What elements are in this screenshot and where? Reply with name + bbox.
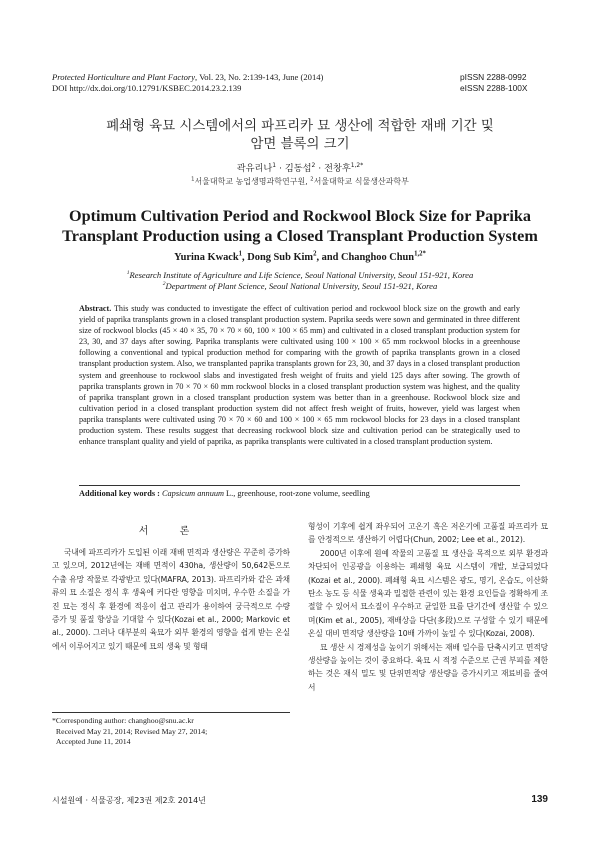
keywords-species: Capsicum annuum <box>161 489 224 498</box>
korean-author: 곽유리나 <box>236 163 273 174</box>
korean-affil: 서울대학교 농업생명과학연구원, <box>194 177 311 186</box>
affil-mark: 2 <box>311 161 316 169</box>
english-affil-1: Research Institute of Agriculture and Life Science, Seoul National University, Seoul 151-921, Korea <box>129 270 474 280</box>
affil-mark: 1 <box>238 250 243 258</box>
english-title <box>40 206 560 246</box>
footnote <box>52 716 290 748</box>
author-separator: , and <box>316 252 342 263</box>
citation-block <box>52 72 412 94</box>
paragraph: 2000년 이후에 원예 작물의 고품질 묘 생산을 목적으로 외부 환경과 차단되어 인공광을 이용하는 폐쇄형 육묘 시스템이 개발, 보급되었다(Kozai et al., 2000). 폐쇄형 육묘 시스템은 광도, 명기, 온습도, 이산화탄소 농도 등 식물 생육과 밀접한 관련이 있는 환경 요인들을 정확하게 조절할 수 있어서 묘소질이 우수하고 균일한 묘를 단기간에 생산할 수 있으며(Kim et al., 2005), 재배상을 다단(多段)으로 구성할 수 있기 때문에 온실 대비 면적당 생산량을 10배 가까이 높일 수 있다(Kozai, 2008). <box>308 548 548 639</box>
footer-journal: 시설원예 · 식물공장, 제23권 제2호 2014년 <box>52 796 206 805</box>
section-title: 서 론 <box>138 526 204 537</box>
affil-mark: 1 <box>126 270 130 277</box>
korean-authors <box>60 160 540 174</box>
korean-title-line1: 폐쇄형 육묘 시스템에서의 파프리카 묘 생산에 적합한 재배 기간 및 <box>106 119 494 134</box>
affil-mark: 2 <box>310 176 314 183</box>
english-author: Changhoo Chun <box>341 252 415 263</box>
paragraph: 형성이 기후에 쉽게 좌우되어 고온기 혹은 저온기에 고품질 파프리카 묘를 안정적으로 생산하기 어렵다(Chun, 2002; Lee et al., 2012). <box>308 522 548 545</box>
english-affiliations <box>60 270 540 292</box>
page-number: 139 <box>531 794 548 805</box>
journal-name: Protected Horticulture and Plant Factory <box>52 72 196 82</box>
english-authors <box>60 252 540 263</box>
citation: , Vol. 23, No. 2:139-143, June (2014) <box>195 72 324 82</box>
korean-author: 김동섭 <box>284 163 312 174</box>
body-column-left <box>52 546 290 653</box>
english-affil-2: Department of Plant Science, Seoul National University, Seoul 151-921, Korea <box>165 281 438 291</box>
issn-block <box>460 72 548 94</box>
affil-mark: 1 <box>191 176 195 183</box>
english-author: Yurina Kwack <box>174 252 239 263</box>
divider <box>79 485 520 486</box>
affil-mark: 1 <box>272 161 277 169</box>
keywords-rest: L., greenhouse, root-zone volume, seedling <box>223 489 370 498</box>
received-date: Received May 21, 2014; Revised May 27, 2014; <box>55 726 208 736</box>
page-footer <box>52 795 548 806</box>
doi[interactable]: DOI http://dx.doi.org/10.12791/KSBEC.2014.23.2.139 <box>52 83 242 93</box>
accepted-date: Accepted June 11, 2014 <box>55 737 131 747</box>
pissn: pISSN 2288-0992 <box>460 72 527 82</box>
english-title-line1: Optimum Cultivation Period and Rockwool Block Size for Paprika <box>69 207 531 225</box>
affil-mark: 2 <box>162 281 166 288</box>
english-author: Dong Sub Kim <box>247 252 314 263</box>
abstract-text: This study was conducted to investigate the effect of cultivation period and rockwool block size on the growth and early yield of paprika transplants grown in a closed transplant production system. Paprika seeds were sown and germinated in three different size of rockwool blocks (45 × 40 × 35, 70 × 70 × 60, 100 × 100 × 65 mm) and cultivated in a closed transplant production system for 23, 30, and 37 days after sowing. Paprika transplants were cultivated using 100 × 100 × 65 mm rockwool blocks in a greenhouse following a conventional and typical production method for comparing with the growth of paprika transplants grown in a closed transplant production system. Also, we transplanted paprika transplants grown for 23, 30, and 37 days in a closed transplant production system and greenhouse to rockwool slabs and investigated fresh weight of fruits and yield 125 days after sowing. The growth of paprika transplants grown in 70 × 70 × 60 mm rockwool blocks in a closed transplant production system was highest, and the quality of paprika transplant grown in a closed transplant production system was better than in a greenhouse. Rockwool block size and cultivation period in a closed transplant production system did not affect fresh weight of fruits, however, yield was largest when paprika transplants were cultivated using 70 × 70 × 60 and 100 × 100 × 65 mm rockwool blocks for 23 days in a closed transplant production system. These results suggest that decreasing rockwool block size and cultivation period can be strategically used to enhance transplant quality and yield of paprika, as paprika transplants were cultivated in a closed transplant production system. <box>79 304 520 447</box>
author-separator: · <box>315 163 325 174</box>
author-separator: · <box>276 163 285 174</box>
body-column-right <box>308 520 548 694</box>
english-title-line2: Transplant Production using a Closed Transplant Production System <box>62 227 538 245</box>
paragraph: 국내에 파프리카가 도입된 이래 재배 면적과 생산량은 꾸준히 증가하고 있으며, 2012년에는 재배 면적이 430ha, 생산량이 50,642톤으로 수출 유망 작물로 각광받고 있다(MAFRA, 2013). 파프리카와 같은 과채류의 묘 소질은 정식 후 생육에 커다란 영향을 미치며, 우수한 소질을 가진 묘는 정식 후 환경에 적응이 쉽고 관리가 용이하여 궁극적으로 수량 증가 및 품질 향상을 기대할 수 있다(Kozai et al., 2000; Markovic et al., 2000). 그러나 대부분의 육묘가 외부 환경의 영향을 쉽게 받는 온실에서 이루어지고 있기 때문에 묘의 생육 및 형태 <box>52 548 290 651</box>
korean-author: 전창후 <box>324 163 351 174</box>
affil-mark: 2 <box>313 250 317 258</box>
korean-title-line2: 암면 블록의 크기 <box>250 137 350 152</box>
affil-mark: 1,2* <box>350 161 364 169</box>
footnote-divider <box>52 712 290 713</box>
abstract-label: Abstract. <box>79 304 112 313</box>
keywords <box>79 489 520 498</box>
korean-affil: 서울대학교 식물생산과학부 <box>313 177 409 186</box>
author-separator: , <box>242 252 248 263</box>
corresponding-author: *Corresponding author: changhoo@snu.ac.kr <box>52 716 194 725</box>
affil-mark: 1,2* <box>414 250 426 258</box>
paragraph: 묘 생산 시 경제성을 높이기 위해서는 재배 일수를 단축시키고 면적당 생산량을 높이는 것이 중요하다. 육묘 시 적정 수준으로 근권 부피를 제한하는 것은 재식 밀도 및 단위면적당 생산량을 증가시키고 재료비를 줄여서 <box>308 642 548 692</box>
korean-affiliations <box>60 176 540 187</box>
keywords-label: Additional key words : <box>79 489 162 498</box>
abstract <box>79 303 520 447</box>
korean-title <box>60 118 540 154</box>
eissn: eISSN 2288-100X <box>460 83 528 93</box>
